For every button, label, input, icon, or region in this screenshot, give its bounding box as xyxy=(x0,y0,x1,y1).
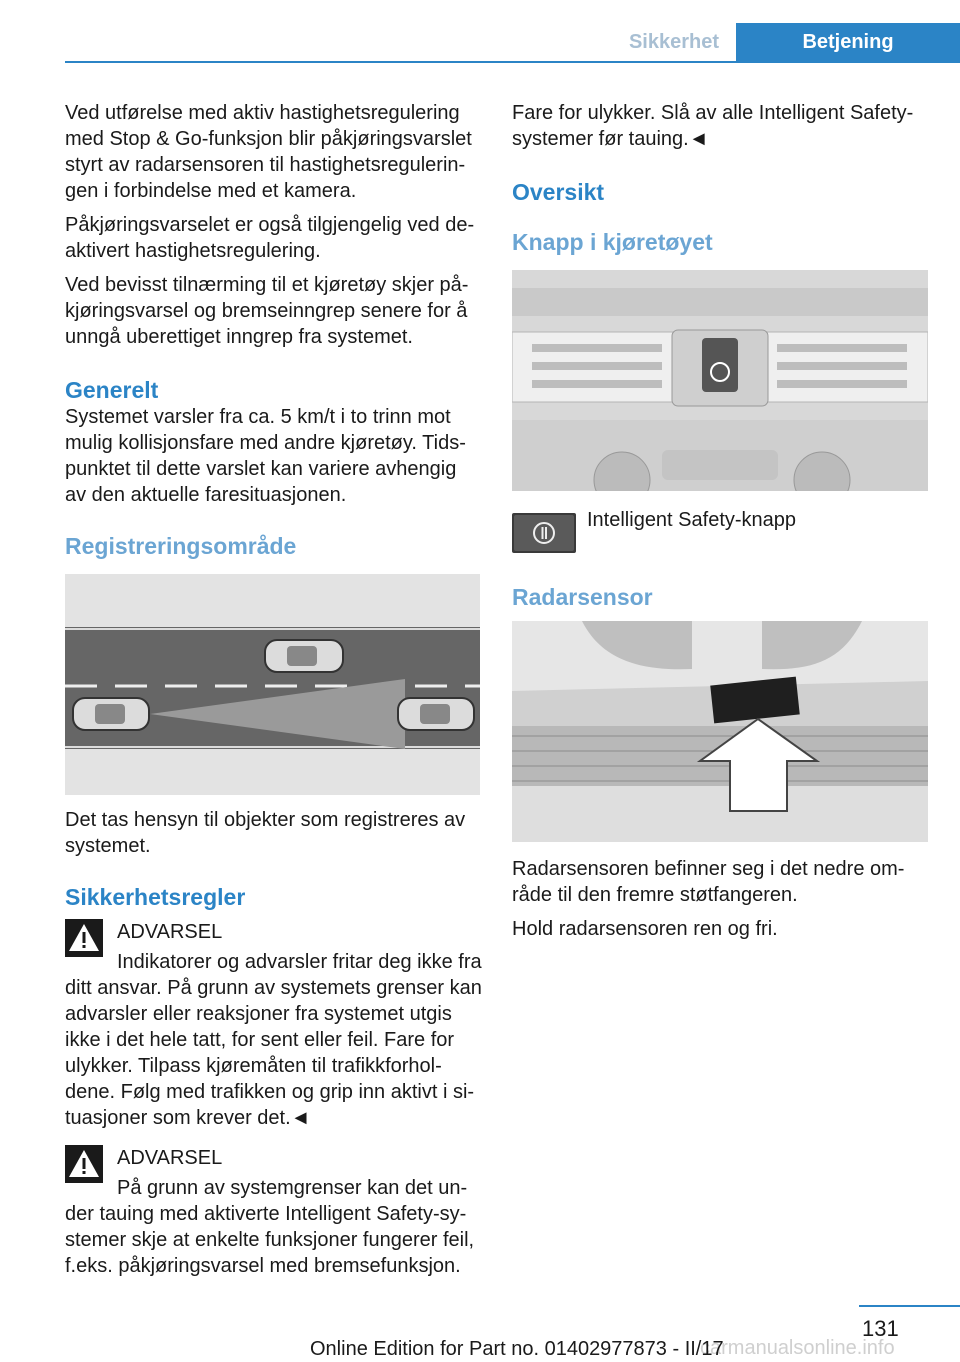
page-number: 131 xyxy=(862,1316,899,1341)
heading-sikkerhetsregler: Sikkerhetsregler xyxy=(65,884,246,910)
heading-knapp: Knapp i kjøretøyet xyxy=(512,229,713,255)
warning-2 xyxy=(65,1145,483,1279)
paragraph-towing-continued: Fare for ulykker. Slå av alle Intelligent Safety-systemer før tauing.◄ xyxy=(512,102,914,150)
left-column xyxy=(65,100,483,1287)
footer-rule xyxy=(859,1305,960,1307)
tab-betjening[interactable]: Betjening xyxy=(736,23,960,61)
paragraph-stop-go: Ved utførelse med aktiv hastighetsregulering med Stop & Go-funksjon blir påkjøringsvarslet styrt av radarsensoren til hastighetsregulerin‐ gen i forbindelse med et kamera. xyxy=(65,102,472,202)
detection-area-figure xyxy=(65,574,480,795)
paragraph-radar-clean: Hold radarsensoren ren og fri. xyxy=(512,918,778,940)
paragraph-intentional-approach: Ved bevisst tilnærming til et kjøretøy skjer på‐ kjøringsvarsel og bremseinngrep senere for å unngå uberettiget inngrep fra systemet. xyxy=(65,274,469,348)
right-column xyxy=(512,100,928,950)
tab-sikkerhet[interactable]: Sikkerhet xyxy=(612,23,736,61)
car-ahead-icon xyxy=(265,640,343,672)
warning-triangle-icon xyxy=(65,1145,103,1183)
paragraph-generelt: Systemet varsler fra ca. 5 km/t i to trinn mot mulig kollisjonsfare med andre kjøretøy. Tids‐ punktet til dette varslet kan variere avhengig av den aktuelle faresituasjonen. xyxy=(65,406,466,506)
warning-1 xyxy=(65,919,483,1131)
warning-1-text-body: Indikatorer og advarsler fritar deg ikke fra ditt ansvar. På grunn av systemets grenser kan advarsler eller reaksjoner fra systemet utgis ikke i det hele tatt, for sent eller feil. Fare for ulykker. Tilpass kjøremåten til trafikkforhol‐ dene. Følg med trafikken og grip inn aktivt i si‐ tuasjoner som krever det.◄ xyxy=(65,951,482,1129)
paragraph-radar-location: Radarsensoren befinner seg i det nedre om‐ råde til den fremre støtfangeren. xyxy=(512,858,905,906)
heading-registreringsomrade: Registreringsområde xyxy=(65,533,297,559)
warning-2-text-body: På grunn av systemgrenser kan det un‐ der tauing med aktiverte Intelligent Safety-sy‐ stemer skje at enkelte funksjoner fungerer feil, f.eks. påkjøringsvarsel med bremsefunksjon. xyxy=(65,1177,475,1277)
button-legend-label: Intelligent Safety-knapp xyxy=(587,509,797,531)
caption-detection-area: Det tas hensyn til objekter som registreres av systemet. xyxy=(65,809,466,857)
safety-button-icon xyxy=(702,338,738,392)
header-rule xyxy=(65,61,960,63)
own-car-icon xyxy=(73,698,149,730)
intelligent-safety-button-icon xyxy=(512,513,576,553)
car-same-lane-icon xyxy=(398,698,474,730)
button-legend xyxy=(512,511,928,555)
warning-2-title: ADVARSEL xyxy=(117,1147,223,1169)
paragraph-deactivated: Påkjøringsvarselet er også tilgjengelig ved de‐ aktivert hastighetsregulering. xyxy=(65,214,475,262)
edition-info: Online Edition for Part no. 01402977873 - II/17 xyxy=(310,1338,724,1360)
heading-generelt: Generelt xyxy=(65,377,159,403)
warning-1-title: ADVARSEL xyxy=(117,921,223,943)
warning-triangle-icon xyxy=(65,919,103,957)
warning-1-text xyxy=(65,949,483,1131)
radar-sensor-figure xyxy=(512,621,928,842)
warning-2-text xyxy=(65,1175,483,1279)
dashboard-button-figure xyxy=(512,270,928,491)
heading-oversikt: Oversikt xyxy=(512,179,605,205)
heading-radarsensor: Radarsensor xyxy=(512,584,653,610)
watermark: carmanualsonline.info xyxy=(700,1337,895,1359)
